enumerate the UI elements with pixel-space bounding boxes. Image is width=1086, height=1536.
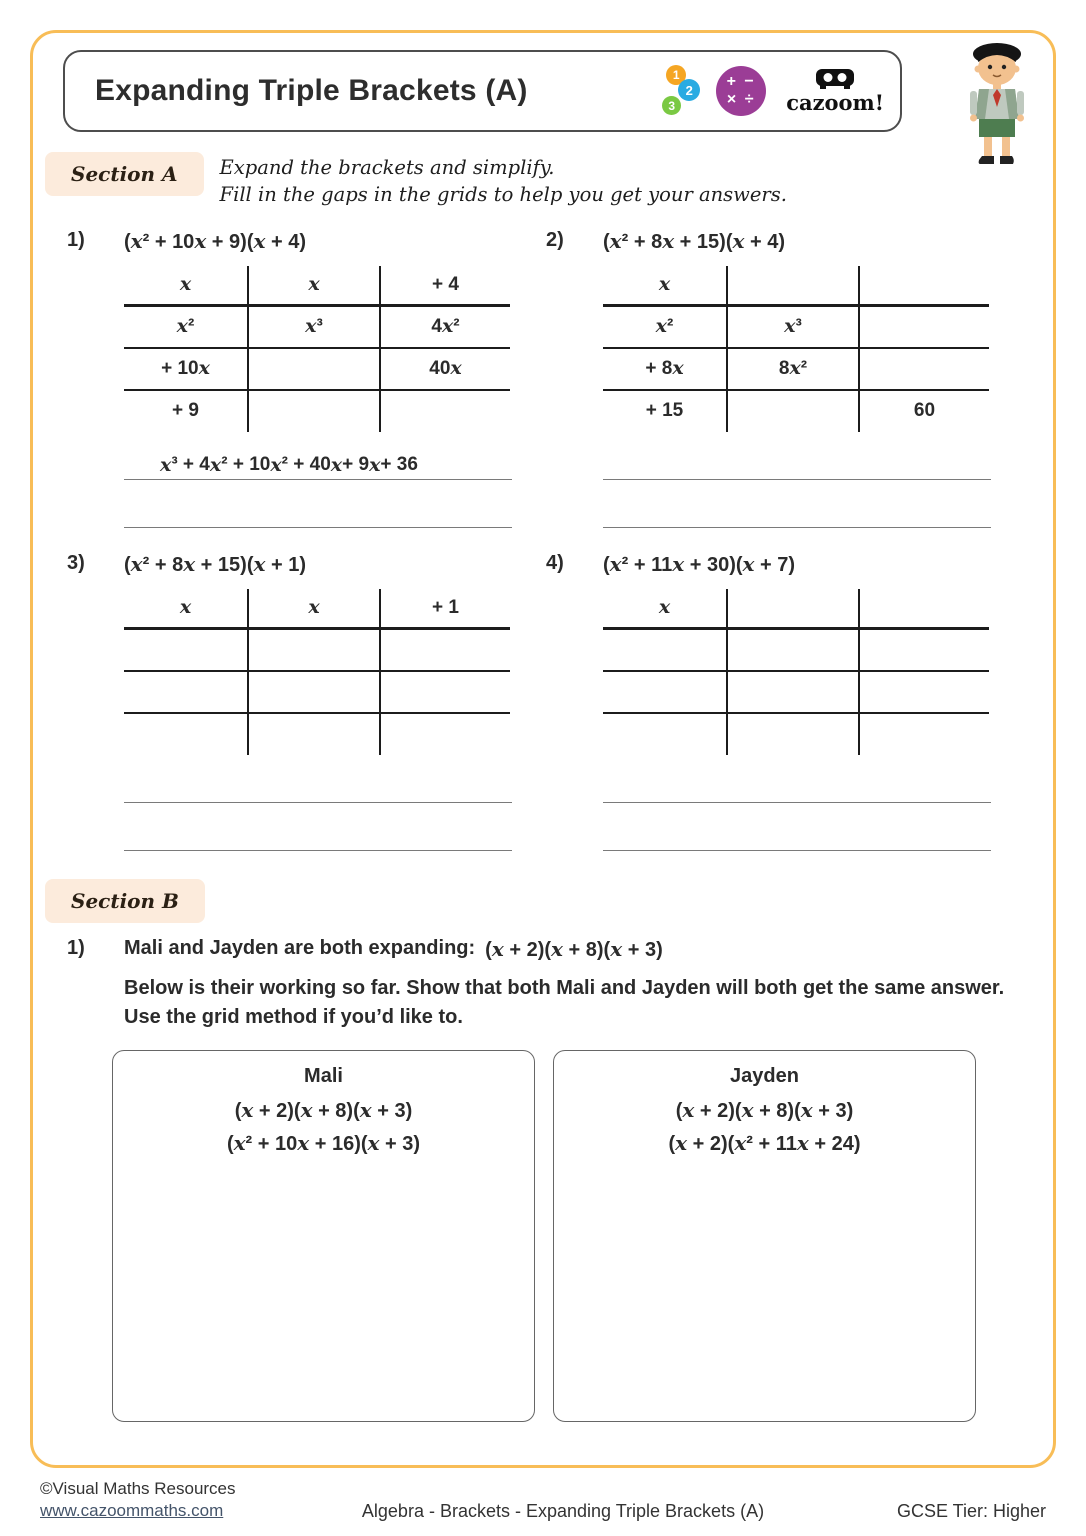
grid-cell: x	[603, 266, 727, 306]
grid-cell	[124, 671, 248, 713]
question-text: Mali and Jayden are both expanding:	[124, 936, 476, 959]
grid-cell: + 15	[645, 400, 684, 422]
footer-url-link[interactable]: www.cazoommaths.com	[40, 1500, 224, 1520]
problem-expression: (x² + 11x + 30)(x + 7)	[603, 551, 796, 576]
section-b	[45, 879, 1026, 1422]
grid-cell: x²	[603, 306, 727, 348]
ops-row-1: + −	[726, 72, 756, 90]
section-a-instructions	[220, 152, 787, 209]
grid-cell	[248, 348, 380, 390]
grid-cell	[124, 713, 248, 755]
section-b-label: Section B	[45, 879, 205, 923]
footer-copyright: ©Visual Maths Resources	[40, 1478, 236, 1498]
answer-line	[124, 480, 512, 528]
student-name: Jayden	[730, 1064, 799, 1087]
answer-line: x ³ + 4 x ² + 10 x ² + 40 x + 9 x + 36	[124, 432, 512, 480]
question-body-line-1: Below is their working so far. Show that both Mali and Jayden will both get the same answer.	[124, 976, 1005, 999]
multiplication-grid-3	[124, 589, 510, 755]
student-name: Mali	[304, 1064, 343, 1087]
mali-box	[112, 1050, 535, 1422]
footer-left	[40, 1478, 290, 1522]
answer-line	[603, 480, 991, 528]
question-expression: (x + 2)(x + 8)(x + 3)	[485, 936, 663, 961]
answer-line	[603, 755, 991, 803]
grid-cell	[859, 266, 989, 306]
footer-worksheet-path: Algebra - Brackets - Expanding Triple Brackets (A)	[361, 1501, 765, 1521]
grid-cell: + 1	[380, 589, 510, 629]
grid-cell	[248, 671, 380, 713]
footer-tier: GCSE Tier: Higher	[896, 1501, 1046, 1521]
glasses-icon	[815, 68, 855, 90]
section-a-label: Section A	[45, 152, 204, 196]
working-line: (x² + 10x + 16)(x + 3)	[226, 1130, 421, 1155]
answer-line	[124, 803, 512, 851]
page-title: Expanding Triple Brackets (A)	[95, 74, 528, 107]
grid-cell	[727, 266, 859, 306]
instruction-line-2: Fill in the gaps in the grids to help you get your answers.	[219, 183, 787, 207]
question-body	[45, 974, 1026, 1032]
grid-cell	[859, 713, 989, 755]
section-a-problems	[45, 229, 1026, 875]
grid-cell	[859, 348, 989, 390]
answer-line	[124, 755, 512, 803]
grid-cell: + 10x	[124, 348, 248, 390]
grid-cell	[859, 589, 989, 629]
operations-badge-icon	[716, 66, 766, 116]
grid-cell	[124, 629, 248, 671]
grid-cell: x	[603, 589, 727, 629]
title-icons	[658, 65, 884, 117]
grid-cell: 40x	[380, 348, 510, 390]
number-1-circle-icon: 1	[666, 65, 686, 85]
multiplication-grid-2	[603, 266, 989, 432]
answer-line	[603, 432, 991, 480]
numbers-badge-icon	[658, 65, 702, 117]
working-line: (x + 2)(x + 8)(x + 3)	[675, 1097, 854, 1122]
working-boxes	[45, 1050, 1026, 1422]
question-body-line-2: Use the grid method if you’d like to.	[124, 1005, 463, 1028]
grid-cell	[603, 629, 727, 671]
page-footer	[40, 1478, 1046, 1522]
grid-cell	[727, 713, 859, 755]
section-a-header	[45, 152, 1026, 209]
grid-cell: + 4	[380, 266, 510, 306]
grid-cell	[859, 629, 989, 671]
grid-cell	[727, 589, 859, 629]
problem-1	[67, 229, 546, 528]
number-3-circle-icon: 3	[662, 96, 681, 115]
grid-cell	[727, 671, 859, 713]
working-line: (x + 2)(x + 8)(x + 3)	[234, 1097, 413, 1122]
problem-number: 2)	[546, 228, 564, 251]
multiplication-grid-4	[603, 589, 989, 755]
instruction-line-1: Expand the brackets and simplify.	[219, 156, 555, 179]
working-line: (x + 2)(x² + 11x + 24)	[668, 1130, 861, 1155]
jayden-box	[553, 1050, 976, 1422]
brand-text: cazoom!	[786, 89, 884, 115]
grid-cell	[380, 390, 510, 432]
grid-cell: 60	[859, 390, 989, 432]
grid-cell	[380, 629, 510, 671]
problem-4	[546, 552, 1025, 851]
grid-cell	[859, 671, 989, 713]
grid-cell: x²	[124, 306, 248, 348]
grid-cell: 8x²	[727, 348, 859, 390]
grid-cell: + 9	[172, 400, 199, 422]
grid-cell	[248, 713, 380, 755]
grid-cell	[727, 390, 859, 432]
problem-3	[67, 552, 546, 851]
grid-cell: x³	[727, 306, 859, 348]
grid-cell: x³	[248, 306, 380, 348]
grid-cell: x	[124, 589, 248, 629]
problem-number: 3)	[67, 551, 85, 574]
number-2-circle-icon: 2	[678, 79, 700, 101]
problem-2	[546, 229, 1025, 528]
problem-expression: (x² + 8x + 15)(x + 4)	[603, 228, 785, 253]
grid-cell	[603, 671, 727, 713]
grid-cell: 4x²	[380, 306, 510, 348]
grid-cell: x	[248, 589, 380, 629]
problem-expression: (x² + 10x + 9)(x + 4)	[124, 228, 307, 253]
grid-cell: x	[248, 266, 380, 306]
problem-number: 4)	[546, 551, 564, 574]
grid-cell: + 8x	[603, 348, 727, 390]
cazoom-logo	[786, 68, 884, 115]
ops-row-2: × ÷	[726, 91, 756, 108]
grid-cell	[859, 306, 989, 348]
grid-cell	[248, 390, 380, 432]
answer-line	[603, 803, 991, 851]
cartoon-character-icon	[949, 40, 1044, 170]
grid-cell	[380, 671, 510, 713]
grid-cell	[248, 629, 380, 671]
grid-cell	[727, 629, 859, 671]
grid-cell	[603, 713, 727, 755]
grid-cell	[380, 713, 510, 755]
section-b-question-1	[45, 937, 1026, 962]
problem-number: 1)	[67, 228, 85, 251]
title-box	[63, 50, 902, 132]
question-number: 1)	[67, 936, 85, 959]
grid-cell: x	[124, 266, 248, 306]
multiplication-grid-1	[124, 266, 510, 432]
problem-expression: (x² + 8x + 15)(x + 1)	[124, 551, 306, 576]
